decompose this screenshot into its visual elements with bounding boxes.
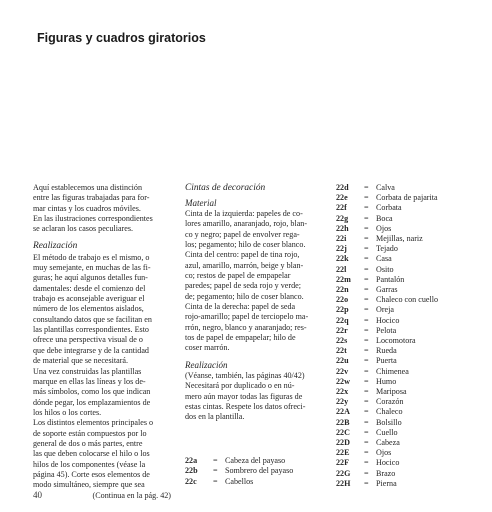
- text-line: tos de papel de empapelar; hilo de: [185, 333, 296, 343]
- figure-code: 22k: [336, 254, 349, 264]
- intro-column: [33, 183, 175, 501]
- list-item: [336, 224, 492, 234]
- figure-code: 22w: [336, 376, 350, 386]
- text-line: las plantillas correspondientes. Esto: [33, 325, 149, 335]
- text-line: trabajo es aconsejable averiguar el: [33, 294, 145, 304]
- figure-code: 22n: [336, 285, 349, 295]
- figure-label: Puerta: [376, 356, 397, 366]
- figure-label: Oreja: [376, 305, 394, 315]
- list-item: [336, 326, 492, 336]
- list-item: [336, 203, 492, 213]
- equals-sign: =: [364, 366, 369, 376]
- equals-sign: =: [364, 438, 369, 448]
- text-line: (Véanse, también, las páginas 40/42): [185, 370, 305, 380]
- figure-label: Pierna: [376, 478, 397, 488]
- text-line: de soporte están compuestos por lo: [33, 428, 147, 438]
- figure-code: 22r: [336, 325, 348, 335]
- figure-code: 22u: [336, 356, 349, 366]
- figure-label: Chaleco con cuello: [376, 295, 439, 305]
- equals-sign: =: [364, 407, 369, 417]
- figure-label: Brazo: [376, 468, 396, 478]
- list-item: [336, 285, 492, 295]
- material-body: [185, 209, 328, 354]
- realizacion-body: [185, 371, 328, 423]
- figure-label: Mariposa: [376, 387, 407, 397]
- text-line: co y negro; papel de envolver rega-: [185, 229, 300, 239]
- text-line: co; restos de papel de empapelar: [185, 271, 291, 281]
- figure-list-b: [336, 183, 492, 489]
- list-item: [336, 295, 492, 305]
- equals-sign: =: [364, 234, 369, 244]
- figure-label: Tejado: [376, 244, 398, 254]
- figure-code: 22f: [336, 203, 347, 213]
- equals-sign: =: [364, 254, 369, 264]
- figure-label: Pelota: [376, 325, 397, 335]
- figure-label: Ojos: [376, 223, 392, 233]
- figure-label: Humo: [376, 376, 397, 386]
- list-item: [336, 183, 492, 193]
- list-item: [336, 356, 492, 366]
- page-number: 40: [33, 490, 42, 500]
- list-item: [336, 234, 492, 244]
- equals-sign: =: [364, 478, 369, 488]
- text-line: las que deben colocarse el hilo o los: [33, 449, 150, 459]
- text-line: entre las figuras trabajadas para for-: [33, 193, 150, 203]
- figure-code: 22p: [336, 305, 349, 315]
- text-line: general de dos o más partes, entre: [33, 438, 143, 448]
- list-item: [336, 387, 492, 397]
- figure-code: 22d: [336, 183, 349, 192]
- equals-sign: =: [364, 376, 369, 386]
- figure-code: 22l: [336, 264, 347, 274]
- text-line: dos en la plantilla.: [185, 412, 245, 422]
- figure-label: Cuello: [376, 427, 398, 437]
- figure-label: Boca: [376, 213, 393, 223]
- figure-label: Pantalón: [376, 274, 405, 284]
- page-title: Figuras y cuadros giratorios: [37, 31, 206, 45]
- text-line: Cinta de la derecha: papel de seda: [185, 302, 296, 312]
- figure-label: Cabeza del payaso: [225, 456, 286, 465]
- equals-sign: =: [364, 356, 369, 366]
- text-line: En las ilustraciones correspondientes: [33, 214, 153, 224]
- list-item: [336, 316, 492, 326]
- list-item: [336, 244, 492, 254]
- equals-sign: =: [364, 213, 369, 223]
- figure-label: Bolsillo: [376, 417, 402, 427]
- figure-label: Rueda: [376, 346, 397, 356]
- figure-code: 22o: [336, 295, 349, 305]
- continued-note: (Continua en la pág. 42): [92, 490, 171, 500]
- figure-label: Ojos: [376, 448, 392, 458]
- text-line: página 45). Corte esos elementos de: [33, 469, 150, 479]
- equals-sign: =: [364, 264, 369, 274]
- figure-code: 22H: [336, 478, 351, 488]
- figure-code: 22i: [336, 234, 347, 244]
- figure-label: Corbata de pajarita: [376, 193, 438, 203]
- equals-sign: =: [364, 274, 369, 284]
- figure-code: 22g: [336, 213, 349, 223]
- figure-code: 22a: [185, 456, 198, 465]
- equals-sign: =: [364, 336, 369, 346]
- text-line: Cinta del centro: papel de tina rojo,: [185, 250, 300, 260]
- text-line: que debe integrarse y de la cantidad: [33, 345, 149, 355]
- text-line: Una vez construidas las plantillas: [33, 366, 142, 376]
- section-heading-cintas: Cintas de decoración: [185, 183, 266, 193]
- figure-code: 22c: [185, 476, 197, 486]
- figure-code: 22F: [336, 458, 350, 468]
- figure-code: 22B: [336, 417, 350, 427]
- list-item: [185, 477, 293, 487]
- list-item: [336, 305, 492, 315]
- text-line: hilos de los componentes (véase la: [33, 459, 146, 469]
- figure-label: Cabellos: [225, 476, 254, 486]
- equals-sign: =: [364, 325, 369, 335]
- text-line: estas cintas. Respete los datos ofreci-: [185, 401, 306, 411]
- section-heading-realizacion: Realización: [33, 240, 78, 251]
- equals-sign: =: [364, 346, 369, 356]
- figure-label: Garras: [376, 285, 398, 295]
- subheading-realizacion: Realización: [185, 359, 228, 370]
- equals-sign: =: [364, 183, 369, 192]
- list-item: [336, 275, 492, 285]
- text-line: Necesitará por duplicado o en nú-: [185, 381, 295, 391]
- text-line: marque en ellas las líneas y los de-: [33, 376, 146, 386]
- text-line: rojo-amarillo; papel de terciopelo ma-: [185, 312, 309, 322]
- list-item: [336, 265, 492, 275]
- equals-sign: =: [364, 223, 369, 233]
- intro-paragraph: [33, 183, 175, 235]
- figure-label: Locomotora: [376, 336, 416, 346]
- equals-sign: =: [364, 427, 369, 437]
- text-line: El método de trabajo es el mismo, o: [33, 252, 150, 262]
- equals-sign: =: [364, 193, 369, 203]
- text-line: dónde pegar, los emplazamientos de: [33, 397, 151, 407]
- text-line: Aquí establecemos una distinción: [33, 183, 143, 192]
- text-line: mar cintas y los cuadros móviles.: [33, 203, 141, 213]
- list-item: [336, 428, 492, 438]
- text-line: Los distintos elementos principales o: [33, 418, 154, 428]
- list-item: [336, 397, 492, 407]
- equals-sign: =: [364, 203, 369, 213]
- text-line: paredes; papel de seda rojo y verde;: [185, 281, 301, 291]
- text-line: más símbolos, como los que indican: [33, 387, 151, 397]
- figure-code: 22j: [336, 244, 347, 254]
- subheading-material: Material: [185, 198, 217, 208]
- figure-code: 22x: [336, 387, 349, 397]
- equals-sign: =: [364, 397, 369, 407]
- figure-label: Sombrero del payaso: [225, 466, 294, 476]
- figure-label: Calva: [376, 183, 395, 192]
- list-item: [185, 466, 293, 476]
- list-item: [336, 336, 492, 346]
- equals-sign: =: [364, 387, 369, 397]
- figure-code: 22b: [185, 466, 198, 476]
- text-line: lores amarillo, anaranjado, rojo, blan-: [185, 219, 308, 229]
- equals-sign: =: [364, 417, 369, 427]
- equals-sign: =: [364, 295, 369, 305]
- figure-label: Cabeza: [376, 438, 400, 448]
- equals-sign: =: [364, 458, 369, 468]
- figure-code: 22E: [336, 448, 350, 458]
- figure-label: Hocico: [376, 458, 400, 468]
- list-item: [336, 254, 492, 264]
- text-line: se aclaran los casos peculiares.: [33, 224, 134, 234]
- figure-label: Chimenea: [376, 366, 409, 376]
- text-line: ofrece una perspectiva visual de o: [33, 335, 143, 345]
- figure-code: 22y: [336, 397, 349, 407]
- list-item: [336, 458, 492, 468]
- equals-sign: =: [213, 466, 218, 476]
- text-line: mero aún mayor todas las figuras de: [185, 391, 303, 401]
- list-item: [336, 377, 492, 387]
- text-line: de material que se necesitará.: [33, 356, 129, 366]
- equals-sign: =: [213, 456, 218, 465]
- figure-label: Corbata: [376, 203, 402, 213]
- figure-label: Chaleco: [376, 407, 403, 417]
- list-item: [336, 367, 492, 377]
- figure-code: 22D: [336, 438, 350, 448]
- equals-sign: =: [364, 305, 369, 315]
- text-line: consultando datos que se facilitan en: [33, 314, 152, 324]
- list-item: [336, 214, 492, 224]
- equals-sign: =: [364, 468, 369, 478]
- list-item: [336, 193, 492, 203]
- list-item: [336, 346, 492, 356]
- text-line: de; pegamento; hilo de coser blanco.: [185, 291, 304, 301]
- figure-label: Casa: [376, 254, 392, 264]
- list-item: [336, 448, 492, 458]
- figure-code: 22h: [336, 223, 349, 233]
- equals-sign: =: [364, 315, 369, 325]
- text-line: los; pegamento; hilo de coser blanco.: [185, 240, 306, 250]
- figure-label: Hocico: [376, 315, 400, 325]
- text-line: modo simultáneo, siempre que sea: [33, 480, 145, 490]
- list-item: [336, 418, 492, 428]
- figure-list-a: [185, 456, 293, 487]
- list-item: [336, 438, 492, 448]
- equals-sign: =: [213, 476, 218, 486]
- figure-label: Corazón: [376, 397, 404, 407]
- figure-code: 22m: [336, 274, 351, 284]
- list-item: [336, 479, 492, 489]
- text-line: los hilos o los cortes.: [33, 407, 102, 417]
- figure-code: 22C: [336, 427, 350, 437]
- text-line: guras; he aquí algunos detalles fun-: [33, 273, 148, 283]
- list-item: [185, 456, 293, 466]
- figure-code: 22t: [336, 346, 347, 356]
- figure-code: 22v: [336, 366, 349, 376]
- equals-sign: =: [364, 244, 369, 254]
- equals-sign: =: [364, 448, 369, 458]
- text-line: muy semejante, en muchas de las fi-: [33, 263, 151, 273]
- figure-code: 22s: [336, 336, 348, 346]
- figure-code: 22G: [336, 468, 351, 478]
- figure-code: 22e: [336, 193, 348, 203]
- text-line: número de los elementos aislados,: [33, 304, 144, 314]
- equals-sign: =: [364, 285, 369, 295]
- figure-code: 22q: [336, 315, 349, 325]
- text-line: coser marrón.: [185, 343, 230, 353]
- figure-code: 22A: [336, 407, 350, 417]
- materials-column: [185, 183, 328, 423]
- realizacion-body: [33, 253, 175, 501]
- text-line: Cinta de la izquierda: papeles de co-: [185, 209, 303, 218]
- list-item: [336, 469, 492, 479]
- text-line: rrón, negro, blanco y anaranjado; res-: [185, 322, 307, 332]
- list-item: [336, 407, 492, 417]
- text-line: damentales: desde el comienzo del: [33, 283, 146, 293]
- figure-label: Mejillas, nariz: [376, 234, 423, 244]
- text-line: azul, amarillo, marrón, beige y blan-: [185, 260, 304, 270]
- figure-label: Osito: [376, 264, 394, 274]
